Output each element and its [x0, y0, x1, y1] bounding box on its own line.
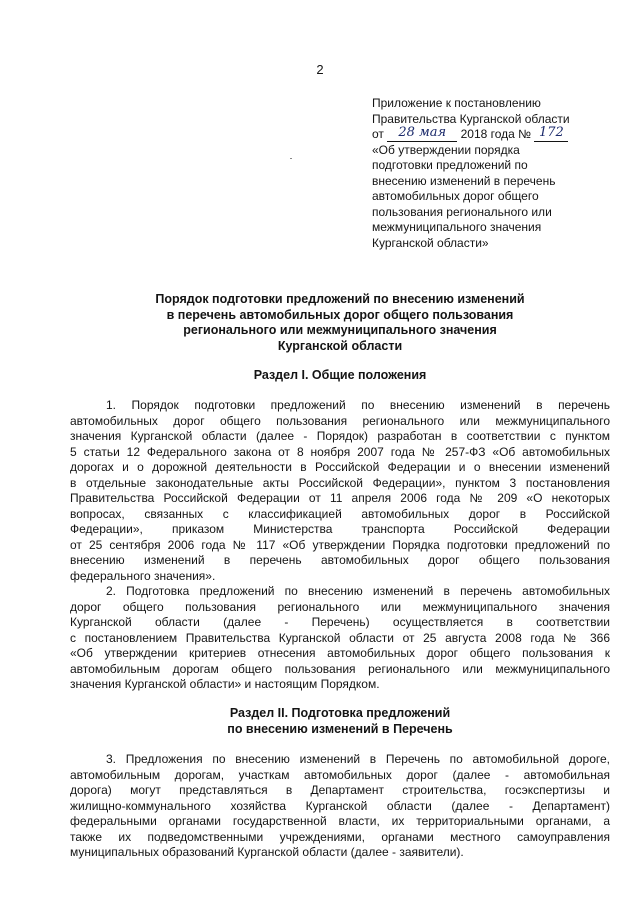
paragraph-line: автомобильным дорогам, участкам автомобильных дорог (далее - автомобильная	[70, 767, 610, 782]
paragraph-2	[70, 584, 610, 693]
appendix-line-1: Приложение к постановлению	[372, 96, 541, 110]
appendix-title-line: межмуниципального значения	[372, 220, 542, 234]
paragraph-line: жилищно-коммунального хозяйства Курганской области (далее - Департамент)	[70, 798, 610, 813]
appendix-title-line: внесению изменений в перечень	[372, 173, 556, 188]
year-label: 2018 года №	[460, 127, 532, 141]
paragraph-line: автомобильным дорогам общего пользования регионального или межмуниципального	[70, 661, 610, 676]
title-line: Курганской области	[277, 338, 403, 353]
appendix-title-line: «Об утверждении порядка	[372, 142, 520, 157]
appendix-title-line: пользования регионального или	[372, 204, 552, 219]
appendix-line-2: Правительства Курганской области	[372, 111, 570, 126]
from-label: от	[372, 127, 384, 141]
paragraph-line: дорогах и о дорожной деятельности в Российской Федерации и о внесении изменений	[70, 460, 610, 474]
paragraph-line: также их подведомственными учреждениями, органами местного самоуправления	[70, 829, 610, 844]
paragraph-line: 5 статьи 12 Федерального закона от 8 ноября 2007 года № 257-ФЗ «Об автомобильных	[70, 444, 610, 459]
handwritten-date: 28 мая	[398, 125, 447, 140]
paragraph-line: вопросах, связанных с классификацией автомобильных дорог в Российской	[70, 506, 610, 521]
document-title	[60, 292, 620, 354]
title-line: Порядок подготовки предложений по внесению изменений	[155, 292, 525, 306]
paragraph-line: федерального значения».	[70, 568, 216, 583]
paragraph-line: дорога) могут представляться в Департамент строительства, госэкспертизы и	[70, 783, 610, 797]
paragraph-line: 3. Предложения по внесению изменений в Перечень по автомобильной дороге,	[106, 752, 610, 766]
paragraph-line: значения Курганской области» и настоящим Порядком.	[70, 677, 380, 691]
paragraph-line: внесению изменений в перечень автомобильных дорог общего пользования	[70, 553, 610, 567]
title-line: в перечень автомобильных дорог общего пользования	[166, 307, 514, 322]
page-number: 2	[316, 62, 324, 77]
number-field	[534, 125, 568, 142]
paragraph-line: 1. Порядок подготовки предложений по внесению изменений в перечень	[106, 398, 610, 412]
title-line: регионального или межмуниципального значения	[183, 323, 497, 337]
section-1-heading: Раздел I. Общие положения	[253, 368, 427, 382]
paragraph-3	[70, 752, 610, 861]
paragraph-line: федеральными органами государственной власти, их территориальными органами, а	[70, 814, 610, 828]
paragraph-line: дорог общего пользования регионального или межмуниципального значения	[70, 599, 610, 614]
paragraph-line: Курганской области (далее - Перечень) осуществляется в соответствии	[70, 615, 610, 629]
paragraph-line: 2. Подготовка предложений по внесению изменений в перечень автомобильных	[106, 584, 610, 598]
scan-speck	[290, 158, 292, 159]
appendix-title-line: подготовки предложений по	[372, 158, 528, 172]
appendix-block	[372, 96, 612, 251]
paragraph-line: Федерации», приказом Министерства транспорта Российской Федерации	[70, 522, 610, 536]
appendix-date-line	[372, 127, 612, 143]
paragraph-line: в отдельные законодательные акты Российской Федерации», пунктом 3 постановления	[70, 475, 610, 490]
date-field	[387, 125, 457, 142]
appendix-title-line: Курганской области»	[372, 235, 489, 250]
paragraph-line: муниципальных образований Курганской области (далее - заявители).	[70, 845, 464, 859]
paragraph-line: «Об утверждении критериев отнесения автомобильных дорог общего пользования к	[70, 646, 610, 660]
heading-line: Раздел II. Подготовка предложений	[229, 706, 451, 720]
appendix-title-line: автомобильных дорог общего	[372, 189, 539, 203]
handwritten-number: 172	[538, 125, 564, 140]
paragraph-line: значения Курганской области (далее - Порядок) разработан в соответствии с пунктом	[70, 429, 610, 443]
paragraph-line: Правительства Российской Федерации от 11 апреля 2006 года № 209 «О некоторых	[70, 491, 610, 505]
paragraph-line: автомобильных дорог общего пользования регионального или межмуниципального	[70, 413, 610, 428]
paragraph-line: с постановлением Правительства Курганской области от 25 августа 2008 года № 366	[70, 630, 610, 645]
section-2-heading	[60, 706, 620, 737]
paragraph-1	[70, 398, 610, 584]
paragraph-line: от 25 сентября 2006 года № 117 «Об утверждении Порядка подготовки предложений по	[70, 537, 610, 552]
heading-line: по внесению изменений в Перечень	[227, 721, 453, 736]
